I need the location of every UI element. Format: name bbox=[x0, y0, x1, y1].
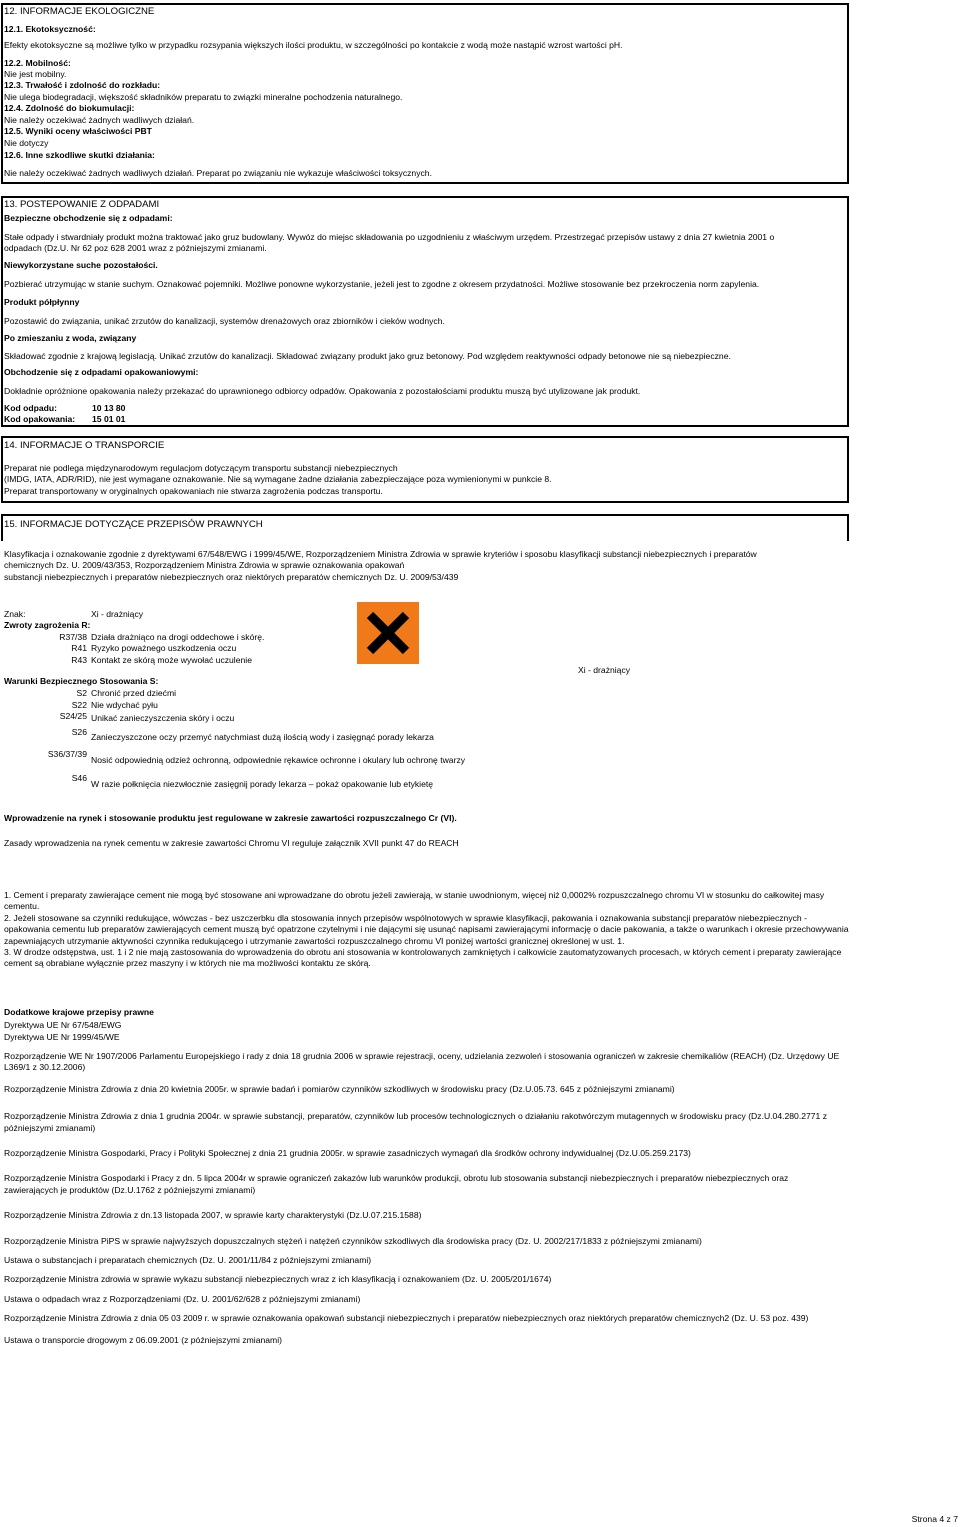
section-15-intro-line-3: substancji niebezpiecznych i preparatów niebezpiecznych oraz niektórych preparatów chemicznych Dz. U. 2009/53/439 bbox=[4, 572, 459, 582]
section-13-heading-semiliquid: Produkt półpłynny bbox=[4, 297, 80, 307]
section-12-title: 12. INFORMACJE EKOLOGICZNE bbox=[4, 6, 155, 17]
section-13-title: 13. POSTEPOWANIE Z ODPADAMI bbox=[4, 199, 160, 210]
regulation-item: Ustawa o odpadach wraz z Rozporządzeniami (Dz. U. 2001/62/628 z późniejszymi zmianami) bbox=[4, 1293, 361, 1304]
additional-regulation-line: Dyrektywa UE Nr 67/548/EWG bbox=[4, 1020, 122, 1030]
regulation-item: Rozporządzenie Ministra Zdrowia z dnia 20 kwietnia 2005r. w sprawie badań i pomiarów czynników szkodliwych w środowisku pracy (Dz.U.05.73. 645 z późniejszymi zmianami) bbox=[4, 1083, 675, 1094]
regulation-item: Rozporządzenie Ministra Zdrowia z dnia 1 grudnia 2004r. w sprawie substancji, preparatów, czynników lub procesów technologicznych o działaniu rakotwórczym mutagennych w środowisku pracy (Dz.U.04.280.2771 z późniejszymi zmianami) bbox=[4, 1111, 828, 1133]
section-12-6-heading: 12.6. Inne szkodliwe skutki działania: bbox=[4, 150, 155, 160]
packaging-code-value: 15 01 01 bbox=[92, 414, 126, 424]
chromium-point-1: 1. Cement i preparaty zawierające cement nie mogą być stosowane ani wprowadzane do obrotu jeżeli zawierają, w stanie uwodnionym, więcej niż 0,0002% rozpuszczalnego chromu VI w stosunku do całkowitej masy cementu. bbox=[4, 890, 825, 912]
s-phrase-code: S2 bbox=[76, 688, 87, 698]
section-14-title: 14. INFORMACJE O TRANSPORCIE bbox=[4, 440, 165, 451]
harmful-irritant-pictogram-icon bbox=[357, 602, 419, 664]
section-13-heading-safe-handling: Bezpieczne obchodzenie się z odpadami: bbox=[4, 213, 173, 223]
r-phrase-text: Kontakt ze skórą może wywołać uczulenie bbox=[91, 655, 252, 665]
chromium-points bbox=[4, 890, 854, 970]
waste-code-label: Kod odpadu: bbox=[4, 403, 57, 413]
section-14-line-3: Preparat transportowany w oryginalnych opakowaniach nie stwarza zagrożenia podczas transportu. bbox=[4, 486, 383, 496]
regulation-item: Rozporządzenie Ministra Zdrowia z dn.13 listopada 2007, w sprawie karty charakterystyki (Dz.U.07.215.1588) bbox=[4, 1210, 422, 1221]
chromium-point-2: 2. Jeżeli stosowane sa czynniki redukujące, wówczas - bez uszczerbku dla stosowania innych przepisów wspólnotowych w sprawie klasyfikacji, pakowania i oznakowania substancji preparatów niebezpiecznych - opakowania cementu lub preparatów zawierających cement muszą być opatrzone czytelnymi i nie dającymi się usunąć napisami zawierającymi informację o dacie pakowania, a także o warunkach i okresie przechowywania zapewniających utrzymanie aktywności czynnika redukującego i utrzymanie zawartości rozpuszczalnego chromu VI poniżej wartości granicznej określonej w ust. 1. bbox=[4, 912, 849, 946]
regulation-item: Rozporządzenie Ministra PiPS w sprawie najwyższych dopuszczalnych stężeń i natężeń czynników szkodliwych dla środowiska pracy (Dz. U. 2002/217/1833 z późniejszymi zmianami) bbox=[4, 1235, 702, 1246]
regulation-item: Rozporządzenie Ministra Gospodarki, Pracy i Polityki Społecznej z dnia 21 grudnia 2005r. w sprawie zasadniczych wymagań dla środków ochrony indywidualnej (Dz.U.05.259.2173) bbox=[4, 1148, 691, 1159]
section-12-5-heading: 12.5. Wyniki oceny właściwości PBT bbox=[4, 126, 152, 136]
section-13-text-semiliquid: Pozostawić do związania, unikać zrzutów do kanalizacji, systemów drenażowych oraz zbiorników i cieków wodnych. bbox=[4, 316, 445, 326]
r-phrase-code: R37/38 bbox=[59, 632, 87, 642]
page-number: Strona 4 z 7 bbox=[911, 1514, 958, 1524]
section-13-text-mixed: Składować zgodnie z krajową legislacją. Unikać zrzutów do kanalizacji. Składować związany produkt jako gruz betonowy. Pod względem reaktywności odpady betonowe nie są niebezpieczne. bbox=[4, 351, 731, 361]
section-14-line-2: (IMDG, IATA, ADR/RID), nie jest wymagane oznakowanie. Nie są wymagane żadne działania zabezpieczające poza wymienionymi w punkcie 8. bbox=[4, 474, 552, 484]
additional-regulation-line: Dyrektywa UE Nr 1999/45/WE bbox=[4, 1032, 120, 1042]
s-phrase-text: Chronić przed dziećmi bbox=[91, 688, 177, 698]
r-phrase-code: R41 bbox=[71, 643, 87, 653]
regulations-list bbox=[4, 1051, 844, 1346]
s-phrase-code: S22 bbox=[71, 700, 87, 710]
r-phrase-text: Ryzyko poważnego uszkodzenia oczu bbox=[91, 643, 237, 653]
s-phrase-text: Zanieczyszczone oczy przemyć natychmiast dużą ilością wody i zasięgnąć porady lekarza bbox=[91, 732, 434, 742]
regulation-item: Ustawa o transporcie drogowym z 06.09.2001 (z późniejszymi zmianami) bbox=[4, 1334, 282, 1345]
additional-regulations-title: Dodatkowe krajowe przepisy prawne bbox=[4, 1007, 154, 1017]
s-phrase-code: S26 bbox=[71, 727, 87, 737]
section-12-4-text: Nie należy oczekiwać żadnych wadliwych działań. bbox=[4, 115, 195, 125]
r-phrase-text: Działa drażniąco na drogi oddechowe i skórę. bbox=[91, 632, 265, 642]
s-phrase-text: Nosić odpowiednią odzież ochronną, odpowiednie rękawice ochronne i okulary lub ochronę twarzy bbox=[91, 755, 466, 765]
s-phrase-code: S24/25 bbox=[59, 711, 87, 721]
chromium-regulation-title: Wprowadzenie na rynek i stosowanie produktu jest regulowane w zakresie zawartości rozpuszczalnego Cr (VI). bbox=[4, 813, 457, 823]
chromium-point-3: 3. W drodze odstępstwa, ust. 1 i 2 nie mają zastosowania do wprowadzenia do obrotu ani stosowania w kontrolowanych zamkniętych i całkowicie zautomatyzowanych procesach, w których cement i preparaty zawierające cement są obrabiane wyłącznie przez maszyny i w których nie ma możliwości kontaktu ze skórą. bbox=[4, 947, 842, 969]
section-13-heading-unused: Niewykorzystane suche pozostałości. bbox=[4, 260, 158, 270]
hazard-sign-value: Xi - drażniący bbox=[91, 609, 144, 619]
s-phrase-code: S36/37/39 bbox=[47, 749, 87, 759]
section-13-heading-packaging: Obchodzenie się z odpadami opakowaniowymi: bbox=[4, 367, 199, 377]
section-13-heading-mixed: Po zmieszaniu z woda, związany bbox=[4, 333, 137, 343]
regulation-item: Rozporządzenie Ministra Gospodarki i Pracy z dn. 5 lipca 2004r w sprawie ograniczeń zakazów lub warunków produkcji, obrotu lub stosowania substancji niebezpiecznych i preparatów niebezpiecznych oraz zawierających je produktów (Dz.U.1762 z późniejszymi zmianami) bbox=[4, 1173, 789, 1195]
section-12-6-text: Nie należy oczekiwać żadnych wadliwych działań. Preparat po związaniu nie wykazuje właściwości toksycznych. bbox=[4, 168, 432, 178]
regulation-item: Rozporządzenie WE Nr 1907/2006 Parlamentu Europejskiego i rady z dnia 18 grudnia 2006 w sprawie rejestracji, oceny, udzielania zezwoleń i stosowania ograniczeń w zakresie chemikaliów (REACH) (Dz. Urzędowy UE L369/1 z 30.12.2006) bbox=[4, 1051, 840, 1073]
section-14-line-1: Preparat nie podlega międzynarodowym regulacjom dotyczącym transportu substancji niebezpiecznych bbox=[4, 463, 398, 473]
section-13-text-line-1: Stałe odpady i stwardniały produkt można traktować jako gruz budowlany. Wywóz do miejsc składowania po uzgodnieniu z właściwym urzędem. Przestrzegać przepisów ustawy z dnia 27 kwietnia 2001 o bbox=[4, 232, 775, 242]
r-phrase-code: R43 bbox=[71, 655, 87, 665]
section-12-2-heading: 12.2. Mobilność: bbox=[4, 58, 71, 68]
chromium-regulation-text: Zasady wprowadzenia na rynek cementu w zakresie zawartości Chromu VI reguluje załącznik XVII punkt 47 do REACH bbox=[4, 838, 459, 848]
regulation-item: Rozporządzenie Ministra Zdrowia z dnia 05 03 2009 r. w sprawie oznakowania opakowań substancji niebezpiecznych i preparatów niebezpiecznych oraz niektórych preparatów chemicznych2 (Dz. U. 53 poz. 439) bbox=[4, 1313, 809, 1324]
s-phrase-text: Unikać zanieczyszczenia skóry i oczu bbox=[91, 713, 235, 723]
packaging-code-label: Kod opakowania: bbox=[4, 414, 76, 424]
section-15-intro-line-2: chemicznych Dz. U. 2009/43/353, Rozporządzeniem Ministra Zdrowia w sprawie oznakowania opakowań bbox=[4, 560, 405, 570]
section-12-3-heading: 12.3. Trwałość i zdolność do rozkładu: bbox=[4, 80, 161, 90]
s-phrase-text: Nie wdychać pyłu bbox=[91, 700, 158, 710]
section-15-intro-line-1: Klasyfikacja i oznakowanie zgodnie z dyrektywami 67/548/EWG i 1999/45/WE, Rozporządzeniem Ministra Zdrowia w sprawie kryteriów i sposobu klasyfikacji substancji niebezpiecznych i preparatów bbox=[4, 549, 757, 559]
section-12-1-heading: 12.1. Ekotoksyczność: bbox=[4, 24, 96, 34]
regulation-item: Ustawa o substancjach i preparatach chemicznych (Dz. U. 2001/11/84 z późniejszymi zmianami) bbox=[4, 1255, 372, 1266]
hazard-pictogram-caption: Xi - drażniący bbox=[578, 665, 631, 675]
s-phrase-text: W razie połknięcia niezwłocznie zasięgnij porady lekarza – pokaż opakowanie lub etykietę bbox=[91, 779, 434, 789]
section-13-text-line-2: odpadach (Dz.U. Nr 62 poz 628 2001 wraz z późniejszymi zmianami. bbox=[4, 243, 267, 253]
s-phrase-code: S46 bbox=[71, 773, 87, 783]
section-15-title: 15. INFORMACJE DOTYCZĄCE PRZEPISÓW PRAWNYCH bbox=[4, 519, 263, 530]
section-12-2-text: Nie jest mobilny. bbox=[4, 69, 67, 79]
r-phrases-title: Zwroty zagrożenia R: bbox=[4, 620, 91, 630]
s-phrases-title: Warunki Bezpiecznego Stosowania S: bbox=[4, 676, 159, 686]
section-13-text-packaging: Dokładnie opróżnione opakowania należy przekazać do uprawnionego odbiorcy odpadów. Opakowania z pozostałościami produktu muszą być utylizowane jak produkt. bbox=[4, 386, 641, 396]
hazard-sign-label: Znak: bbox=[4, 609, 26, 619]
section-12-3-text: Nie ulega biodegradacji, większość składników preparatu to związki mineralne pochodzenia naturalnego. bbox=[4, 92, 403, 102]
x-cross-icon bbox=[357, 602, 419, 664]
waste-code-value: 10 13 80 bbox=[92, 403, 126, 413]
section-12-4-heading: 12.4. Zdolność do biokumulacji: bbox=[4, 103, 135, 113]
section-12-5-text: Nie dotyczy bbox=[4, 138, 49, 148]
section-13-text-unused: Pozbierać utrzymując w stanie suchym. Oznakować pojemniki. Możliwe ponowne wykorzystanie, jeżeli jest to zgodne z okresem przydatności. Możliwe stosowanie bez przekroczenia norm zapylenia. bbox=[4, 279, 760, 289]
regulation-item: Rozporządzenie Ministra zdrowia w sprawie wykazu substancji niebezpiecznych wraz z ich klasyfikacją i oznakowaniem (Dz. U. 2005/201/1674) bbox=[4, 1274, 552, 1285]
section-12-1-text: Efekty ekotoksyczne są możliwe tylko w przypadku rozsypania większych ilości produktu, w szczególności po kontakcie z wodą może nastąpić wzrost wartości pH. bbox=[4, 40, 623, 50]
